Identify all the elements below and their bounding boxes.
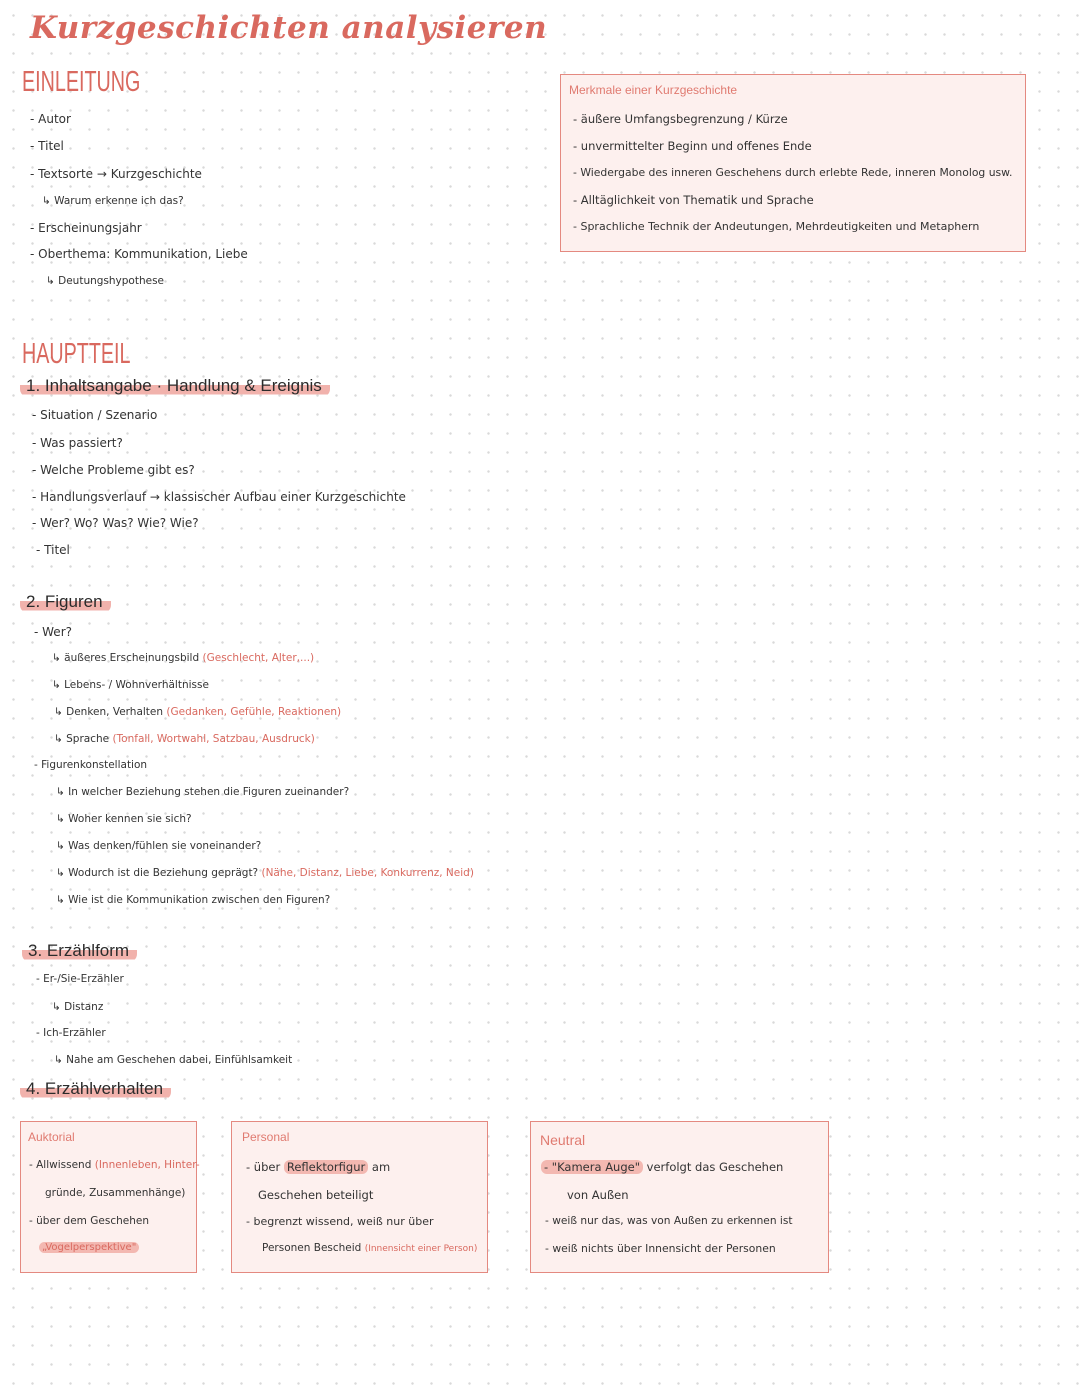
personal-box <box>231 1121 488 1273</box>
merkmale-item: - Wiedergabe des inneren Geschehens durch erlebte Rede, inneren Monolog usw. <box>573 166 1013 179</box>
einleitung-item: - Erscheinungsjahr <box>30 221 142 235</box>
s2-wer-item: ↳ Denken, Verhalten (Gedanken, Gefühle, Reaktionen) <box>54 706 342 718</box>
s1-item: - Situation / Szenario <box>32 408 158 422</box>
s3-item: - Ich-Erzähler <box>36 1027 106 1039</box>
s2-konst-item: ↳ Was denken/fühlen sie voneinander? <box>56 840 262 852</box>
auktorial-line: - Allwissend (Innenleben, Hinter- <box>29 1159 200 1171</box>
neutral-title: Neutral <box>540 1132 586 1148</box>
merkmale-title: Merkmale einer Kurzgeschichte <box>569 83 738 97</box>
einleitung-item: ↳ Deutungshypothese <box>46 275 165 287</box>
section-4-heading: 4. Erzählverhalten <box>20 1078 171 1100</box>
s2-konst-item: ↳ Wie ist die Kommunikation zwischen den Figuren? <box>56 894 331 906</box>
s2-wer: - Wer? <box>34 625 72 639</box>
s3-item: ↳ Distanz <box>52 1001 104 1013</box>
s1-item: - Handlungsverlauf → klassischer Aufbau einer Kurzgeschichte <box>32 490 406 504</box>
hauptteil-heading: HAUPTTEIL <box>22 338 131 370</box>
merkmale-item: - unvermittelter Beginn und offenes Ende <box>573 139 812 153</box>
personal-title: Personal <box>242 1130 290 1144</box>
neutral-line: - weiß nur das, was von Außen zu erkennen ist <box>545 1215 793 1227</box>
s1-item: - Wer? Wo? Was? Wie? Wie? <box>32 516 199 530</box>
neutral-line: von Außen <box>567 1188 629 1202</box>
section-1-heading: 1. Inhaltsangabe · Handlung & Ereignis <box>20 375 330 397</box>
s1-item: - Titel <box>36 543 70 557</box>
section-2-heading: 2. Figuren <box>20 591 111 613</box>
s2-wer-item: ↳ Lebens- / Wohnverhältnisse <box>52 679 209 691</box>
merkmale-item: - Sprachliche Technik der Andeutungen, Mehrdeutigkeiten und Metaphern <box>573 220 980 233</box>
s1-item: - Welche Probleme gibt es? <box>32 463 195 477</box>
einleitung-item: ↳ Warum erkenne ich das? <box>42 195 184 207</box>
einleitung-heading: EINLEITUNG <box>22 66 141 98</box>
s1-item: - Was passiert? <box>32 436 123 450</box>
s2-wer-item: ↳ äußeres Erscheinungsbild (Geschlecht, Alter,...) <box>52 652 315 664</box>
auktorial-box <box>20 1121 200 1273</box>
neutral-line: - weiß nichts über Innensicht der Personen <box>545 1242 776 1255</box>
merkmale-box <box>560 74 1026 252</box>
auktorial-line: „Vogelperspektive" <box>39 1242 139 1253</box>
s2-wer-item: ↳ Sprache (Tonfall, Wortwahl, Satzbau, Ausdruck) <box>54 733 315 745</box>
einleitung-item: - Oberthema: Kommunikation, Liebe <box>30 247 248 261</box>
section-3-heading: 3. Erzählform <box>22 940 137 962</box>
page-title: Kurzgeschichten analysieren <box>30 10 548 46</box>
neutral-box <box>530 1121 829 1273</box>
personal-line: Personen Bescheid (Innensicht einer Person) <box>262 1242 478 1254</box>
einleitung-item: - Textsorte → Kurzgeschichte <box>30 167 202 181</box>
personal-line: - über Reflektorfigur am <box>246 1160 391 1174</box>
einleitung-item: - Titel <box>30 139 64 153</box>
neutral-line: - "Kamera Auge" verfolgt das Geschehen <box>541 1160 783 1174</box>
s3-item: ↳ Nahe am Geschehen dabei, Einfühlsamkeit <box>54 1054 293 1066</box>
s2-konst-item: ↳ In welcher Beziehung stehen die Figuren zueinander? <box>56 786 350 798</box>
auktorial-line: - über dem Geschehen <box>29 1215 149 1227</box>
personal-line: Geschehen beteiligt <box>258 1188 374 1202</box>
s3-item: - Er-/Sie-Erzähler <box>36 973 124 985</box>
s2-konst-item: ↳ Woher kennen sie sich? <box>56 813 192 825</box>
personal-line: - begrenzt wissend, weiß nur über <box>246 1215 434 1228</box>
auktorial-title: Auktorial <box>28 1130 75 1144</box>
s2-konst: - Figurenkonstellation <box>34 759 148 771</box>
einleitung-item: - Autor <box>30 112 71 126</box>
s2-konst-item: ↳ Wodurch ist die Beziehung geprägt? (Nähe, Distanz, Liebe, Konkurrenz, Neid) <box>56 867 474 879</box>
merkmale-item: - äußere Umfangsbegrenzung / Kürze <box>573 112 788 126</box>
merkmale-item: - Alltäglichkeit von Thematik und Sprache <box>573 193 814 207</box>
auktorial-line: gründe, Zusammenhänge) <box>45 1187 186 1199</box>
